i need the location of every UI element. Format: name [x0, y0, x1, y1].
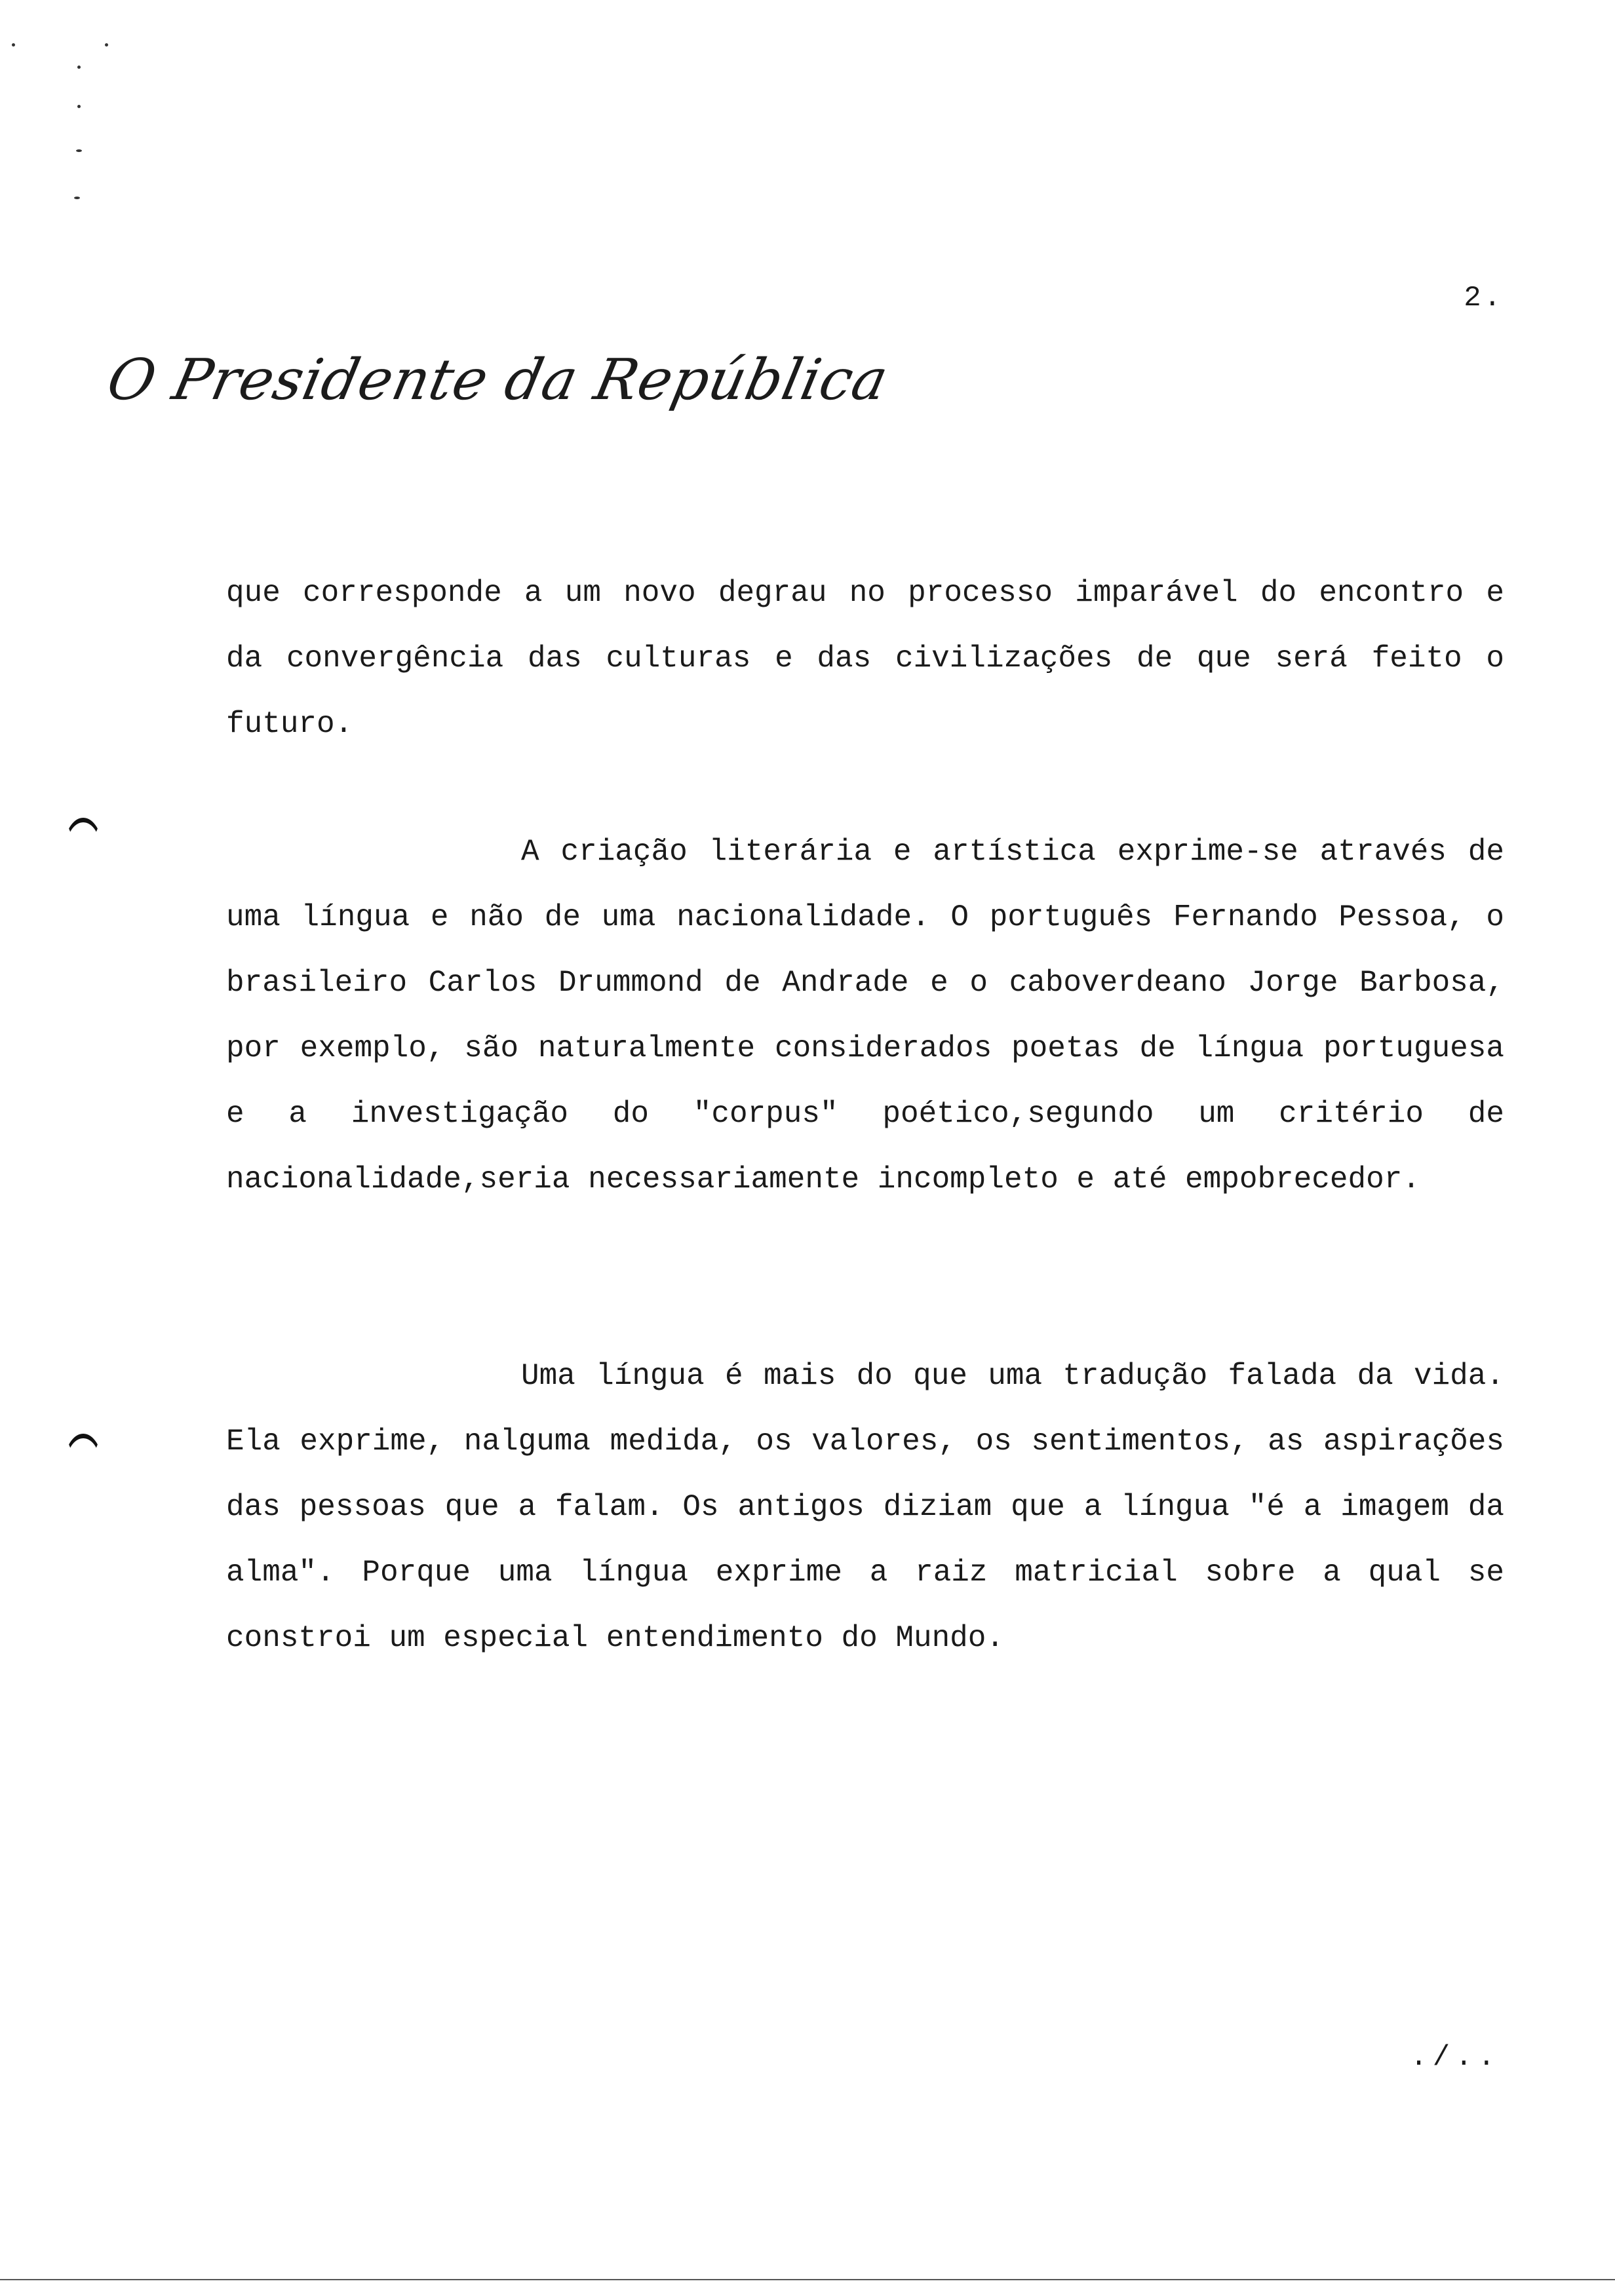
scan-speck — [74, 197, 80, 199]
continuation-mark: ./.. — [1410, 2041, 1500, 2074]
scan-speck — [12, 43, 15, 47]
scan-speck — [76, 149, 82, 152]
paragraph-3: Uma língua é mais do que uma tradução falada da vida. Ela exprime, nalguma medida, os valores, os sentimentos, as aspirações das pessoas que a falam. Os antigos diziam que a língua "é a imagem da alma". Porque uma língua exprime a raiz matricial sobre a qual se constroi um especial entendimento do Mundo. — [226, 1359, 1504, 1655]
scan-speck — [105, 43, 108, 47]
scan-speck — [77, 66, 81, 69]
scan-speck — [77, 105, 81, 108]
paragraph-2: A criação literária e artística exprime-se através de uma língua e não de uma nacionalidade. O português Fernando Pessoa, o brasileiro Carlos Drummond de Andrade e o caboverdeano Jorge Barbosa, por exemplo, são naturalmente considerados poetas de língua portuguesa e a investigação do "corpus" poético,segundo um critério de nacionalidade,seria necessariamente incompleto e até empobrecedor. — [226, 835, 1504, 1196]
scan-edge-line — [0, 2279, 1615, 2280]
margin-bracket-mark — [64, 1434, 102, 1465]
page-number: 2. — [1464, 282, 1504, 315]
letterhead-title: O Presidente da República — [102, 347, 894, 413]
paragraph-1: que corresponde a um novo degrau no processo imparável do encontro e da convergência das culturas e das civilizações de que será feito o futuro. — [226, 576, 1504, 741]
margin-bracket-mark — [64, 818, 102, 849]
